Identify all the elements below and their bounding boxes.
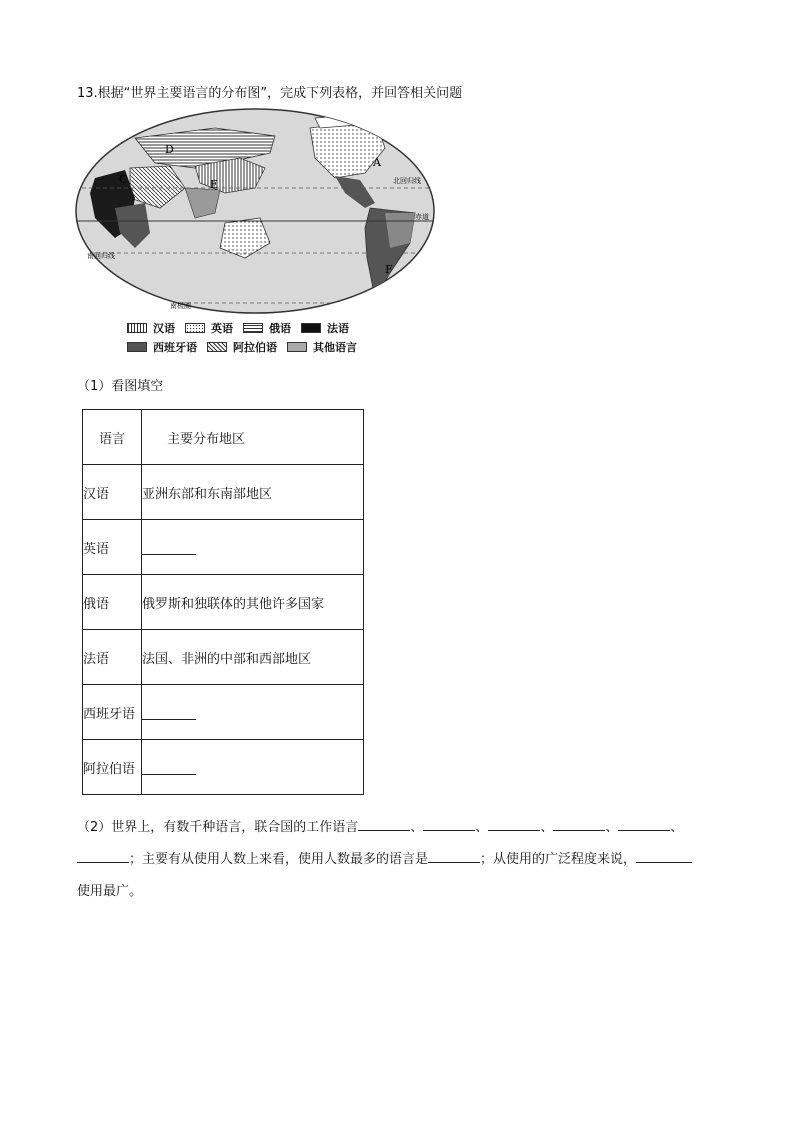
answer-blank[interactable] — [142, 540, 196, 555]
header-region: 主要分布地区 — [142, 410, 364, 465]
table-row — [83, 520, 364, 575]
map-legend — [127, 318, 407, 356]
map-label-c: C — [119, 173, 128, 186]
map-label-f: F — [385, 263, 393, 276]
row-language: 西班牙语 — [83, 685, 142, 740]
question-title: 13.根据“世界主要语言的分布图”，完成下列表格，并回答相关问题 — [77, 86, 463, 101]
legend-item-spanish: 西班牙语 — [127, 339, 197, 355]
part2-text-2: ；主要有从使用人数上来看，使用人数最多的语言是 — [129, 852, 429, 867]
answer-blank[interactable] — [142, 705, 196, 720]
part2-text-3: ；从使用的广泛程度来说， — [480, 852, 637, 867]
row-region: 俄罗斯和独联体的其他许多国家 — [142, 575, 364, 630]
part1-heading: （1）看图填空 — [77, 379, 164, 394]
row-region — [142, 520, 364, 575]
map-label-e: E — [210, 178, 219, 191]
map-label-south-tropic: 南回归线 — [87, 252, 115, 260]
part2-paragraph: （2）世界上，有数千种语言，联合国的工作语言 、 、 、 、 、 ；主要有从使用人数上来看，使用人数最多的语言是 ；从使用的广泛程度来说， 使用最广。 — [77, 812, 727, 908]
answer-blank[interactable] — [358, 818, 410, 831]
language-table — [82, 409, 364, 795]
map-label-antarctic-circle: 南极圈 — [170, 302, 191, 310]
row-language: 俄语 — [83, 575, 142, 630]
legend-swatch-horizontal — [243, 323, 263, 333]
part2-text-4: 使用最广。 — [77, 884, 143, 899]
legend-item-english: 英语 — [185, 320, 233, 336]
answer-blank[interactable] — [553, 818, 605, 831]
row-region — [142, 740, 364, 795]
table-header-row — [83, 410, 364, 465]
legend-swatch-lightgray — [287, 342, 307, 352]
answer-blank[interactable] — [77, 850, 129, 863]
answer-blank[interactable] — [618, 818, 670, 831]
table-row — [83, 685, 364, 740]
answer-blank[interactable] — [142, 760, 196, 775]
answer-blank[interactable] — [636, 850, 692, 863]
legend-item-russian: 俄语 — [243, 320, 291, 336]
answer-blank[interactable] — [488, 818, 540, 831]
legend-swatch-black — [301, 323, 321, 333]
map-label-d: D — [165, 143, 174, 156]
answer-blank[interactable] — [428, 850, 480, 863]
legend-swatch-darkgray — [127, 342, 147, 352]
map-label-north-tropic: 北回归线 — [393, 177, 421, 185]
answer-blank[interactable] — [423, 818, 475, 831]
table-row — [83, 630, 364, 685]
legend-swatch-diagonal — [207, 342, 227, 352]
legend-item-other: 其他语言 — [287, 339, 357, 355]
map-image — [75, 108, 435, 315]
legend-item-arabic: 阿拉伯语 — [207, 339, 277, 355]
row-language: 汉语 — [83, 465, 142, 520]
row-region — [142, 685, 364, 740]
table-row — [83, 465, 364, 520]
map-label-a: A — [373, 156, 381, 169]
legend-swatch-vertical — [127, 323, 147, 333]
header-language: 语言 — [83, 410, 142, 465]
legend-item-chinese: 汉语 — [127, 320, 175, 336]
map-label-equator: 赤道 — [415, 213, 429, 221]
row-language: 阿拉伯语 — [83, 740, 142, 795]
world-language-map — [75, 108, 435, 315]
legend-item-french: 法语 — [301, 320, 349, 336]
table-row — [83, 740, 364, 795]
row-language: 英语 — [83, 520, 142, 575]
part2-text-1: （2）世界上，有数千种语言，联合国的工作语言 — [77, 820, 359, 835]
table-row — [83, 575, 364, 630]
row-region: 亚洲东部和东南部地区 — [142, 465, 364, 520]
row-region: 法国、非洲的中部和西部地区 — [142, 630, 364, 685]
row-language: 法语 — [83, 630, 142, 685]
legend-swatch-dots — [185, 323, 205, 333]
